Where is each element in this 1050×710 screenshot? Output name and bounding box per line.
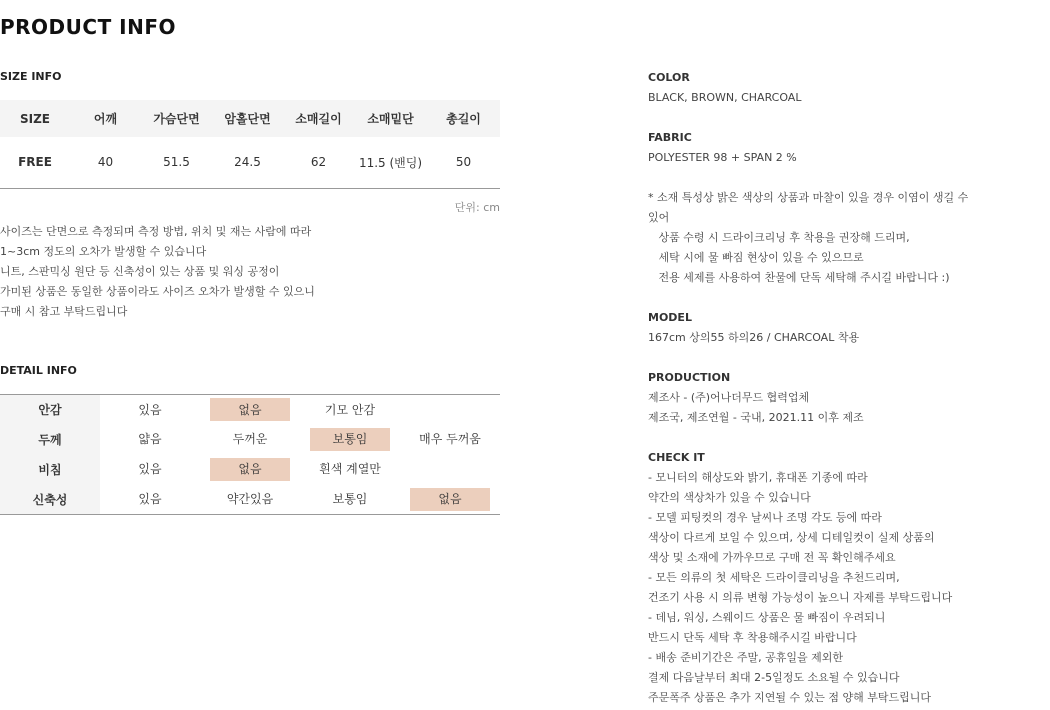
- info-line: - 모델 피팅컷의 경우 날씨나 조명 각도 등에 따라: [648, 511, 882, 524]
- size-col-header: SIZE: [0, 100, 70, 137]
- size-col-header: 총길이: [427, 100, 500, 137]
- detail-row: [0, 454, 500, 484]
- unit-note: 단위: cm: [454, 201, 500, 214]
- info-line: 건조기 사용 시 의류 변형 가능성이 높으니 자제를 부탁드립니다: [648, 591, 953, 604]
- detail-option-selected: 없음: [410, 488, 490, 511]
- info-line: 약간의 색상차가 있을 수 있습니다: [648, 491, 811, 504]
- size-cell: 11.5 (밴딩): [354, 137, 427, 188]
- info-line: 반드시 단독 세탁 후 착용해주시길 바랍니다: [648, 631, 857, 644]
- size-col-header: 어깨: [70, 100, 141, 137]
- info-block-check-it: [648, 448, 1048, 708]
- info-line: 제조국, 제조연월 - 국내, 2021.11 이후 제조: [648, 411, 864, 424]
- detail-option: 있음: [138, 402, 162, 417]
- detail-option: 얇음: [138, 432, 162, 446]
- size-cell: 50: [427, 137, 500, 188]
- info-line: 제조사 - (주)어나더무드 협력업체: [648, 391, 810, 404]
- detail-row: [0, 484, 500, 514]
- size-info-label: SIZE INFO: [0, 70, 62, 83]
- info-block-production: [648, 368, 1048, 428]
- info-line: 색상 및 소재에 가까우므로 구매 전 꼭 확인해주세요: [648, 551, 896, 564]
- size-cell: 24.5: [212, 137, 283, 188]
- size-notes: [0, 222, 500, 322]
- detail-option: [410, 398, 490, 421]
- size-table-header-row: [0, 100, 500, 137]
- detail-row: [0, 424, 500, 454]
- size-note-line: 가미된 상품은 동일한 상품이라도 사이즈 오차가 발생할 수 있으니: [0, 285, 315, 298]
- detail-row-label: 두께: [0, 424, 100, 454]
- size-table: [0, 100, 500, 189]
- detail-option: 두꺼운: [232, 432, 268, 446]
- info-line: - 배송 준비기간은 주말, 공휴일을 제외한: [648, 651, 843, 664]
- size-col-header: 가슴단면: [141, 100, 212, 137]
- info-title: COLOR: [648, 71, 690, 84]
- info-line: BLACK, BROWN, CHARCOAL: [648, 91, 802, 104]
- size-note-line: 니트, 스판믹싱 원단 등 신축성이 있는 상품 및 워싱 공정이: [0, 265, 280, 278]
- size-cell: FREE: [0, 137, 70, 188]
- size-col-header: 소매길이: [283, 100, 354, 137]
- info-line: 주문폭주 상품은 추가 지연될 수 있는 점 양해 부탁드립니다: [648, 691, 931, 704]
- detail-table: [0, 394, 500, 515]
- info-block-fabric: [648, 128, 1048, 168]
- detail-row-label: 신축성: [0, 484, 100, 514]
- size-table-row: [0, 137, 500, 188]
- detail-option-selected: 없음: [210, 458, 290, 481]
- info-line: 결제 다음날부터 최대 2-5일정도 소요될 수 있습니다: [648, 671, 900, 684]
- info-line: 세탁 시에 물 빠짐 현상이 있을 수 있으므로: [648, 251, 864, 264]
- info-line: - 모니터의 해상도와 밝기, 휴대폰 기종에 따라: [648, 471, 868, 484]
- detail-option: 기모 안감: [324, 402, 376, 417]
- size-note-line: 구매 시 참고 부탁드립니다: [0, 305, 128, 318]
- info-line: 상품 수령 시 드라이크리닝 후 착용을 권장해 드리며,: [648, 231, 910, 244]
- detail-option-selected: 없음: [210, 398, 290, 421]
- detail-row-label: 비침: [0, 454, 100, 484]
- size-col-header: 암홀단면: [212, 100, 283, 137]
- info-block-color: [648, 68, 1048, 108]
- detail-info-label: DETAIL INFO: [0, 364, 77, 377]
- info-title: PRODUCTION: [648, 371, 731, 384]
- page-title: PRODUCT INFO: [0, 15, 177, 39]
- info-line: 있어: [648, 211, 670, 224]
- info-line: - 모든 의류의 첫 세탁은 드라이클리닝을 추천드리며,: [648, 571, 900, 584]
- size-cell: 40: [70, 137, 141, 188]
- info-line: - 데님, 워싱, 스웨이드 상품은 물 빠짐이 우려되니: [648, 611, 886, 624]
- detail-option: 매우 두꺼움: [419, 432, 481, 446]
- size-cell: 62: [283, 137, 354, 188]
- info-title: FABRIC: [648, 131, 692, 144]
- detail-option: 보통임: [332, 492, 368, 506]
- size-note-line: 1~3cm 정도의 오차가 발생할 수 있습니다: [0, 245, 207, 258]
- size-col-header: 소매밑단: [354, 100, 427, 137]
- size-cell: 51.5: [141, 137, 212, 188]
- info-block-care: [648, 188, 1048, 288]
- info-line: * 소재 특성상 밝은 색상의 상품과 마찰이 있을 경우 이염이 생길 수: [648, 191, 969, 204]
- info-title: MODEL: [648, 311, 692, 324]
- detail-option: 있음: [138, 462, 162, 476]
- detail-option-selected: 보통임: [310, 428, 390, 451]
- detail-option: 약간있음: [226, 492, 274, 506]
- detail-option: 있음: [138, 492, 162, 506]
- info-block-model: [648, 308, 1048, 348]
- info-line: 전용 세제를 사용하여 찬물에 단독 세탁해 주시길 바랍니다 :): [648, 271, 950, 284]
- info-line: 167cm 상의55 하의26 / CHARCOAL 착용: [648, 331, 860, 344]
- size-note-line: 사이즈는 단면으로 측정되며 측정 방법, 위치 및 재는 사람에 따라: [0, 225, 312, 238]
- detail-option: 흰색 계열만: [319, 462, 381, 476]
- detail-row: [0, 395, 500, 424]
- info-title: CHECK IT: [648, 451, 705, 464]
- product-details-column: [648, 68, 1048, 710]
- info-line: 색상이 다르게 보일 수 있으며, 상세 디테일컷이 실제 상품의: [648, 531, 935, 544]
- info-line: POLYESTER 98 + SPAN 2 %: [648, 151, 797, 164]
- detail-row-label: 안감: [0, 395, 100, 424]
- detail-option: [410, 458, 490, 481]
